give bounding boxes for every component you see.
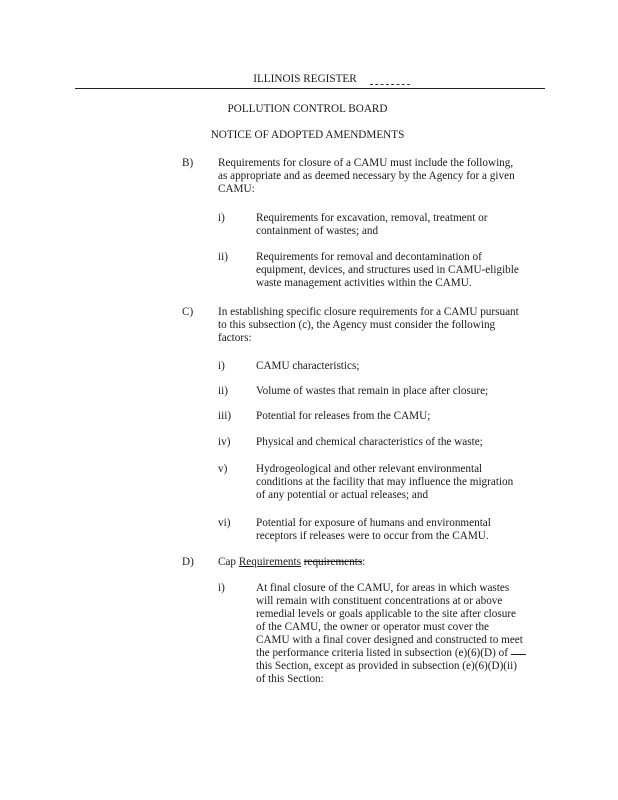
c-item-v-line: Hydrogeological and other relevant environmental xyxy=(256,463,483,475)
section-c-label: C) xyxy=(182,306,194,318)
section-c-line: to this subsection (c), the Agency must consider the following xyxy=(218,319,496,331)
c-item-i-line: CAMU characteristics; xyxy=(256,360,360,372)
d-item-i-line: of this Section: xyxy=(256,673,324,685)
c-item-ii-text xyxy=(256,385,488,398)
section-d-label: D) xyxy=(182,556,194,568)
b-item-ii-label: ii) xyxy=(218,251,228,263)
c-item-v-line: of any potential or actual releases; and xyxy=(256,489,429,501)
c-item-vi-text xyxy=(256,517,491,543)
register-title: ILLINOIS REGISTER xyxy=(253,73,357,85)
section-c-line: In establishing specific closure requirements for a CAMU pursuant xyxy=(218,306,519,318)
c-item-i-label: i) xyxy=(218,360,225,372)
section-b-label: B) xyxy=(182,157,194,169)
d-item-i-text xyxy=(256,582,523,686)
d-item-i-line: of the CAMU, the owner or operator must cover the xyxy=(256,621,490,633)
b-item-i-label: i) xyxy=(218,212,225,224)
d-item-i-line: CAMU with a final cover designed and constructed to meet xyxy=(256,634,523,646)
deleted-of-strike xyxy=(511,654,526,655)
section-d-title-deleted: requirements xyxy=(303,556,363,568)
b-item-i-text xyxy=(256,212,487,238)
c-item-iii-line: Potential for releases from the CAMU; xyxy=(256,410,431,422)
section-d-title xyxy=(218,556,365,569)
c-item-ii-label: ii) xyxy=(218,385,228,397)
section-b-line: Requirements for closure of a CAMU must include the following, xyxy=(218,157,514,169)
c-item-vi-label: vi) xyxy=(218,517,231,529)
c-item-vi-line: receptors if releases were to occur from the CAMU. xyxy=(256,530,489,542)
d-item-i-line: will remain with constituent concentrations at or above xyxy=(256,595,503,607)
d-item-i-line: remedial levels or goals applicable to the site after closure xyxy=(256,608,517,620)
b-item-ii-line: equipment, devices, and structures used in CAMU-eligible xyxy=(256,264,519,276)
d-item-i-label: i) xyxy=(218,582,225,594)
b-item-ii-line: Requirements for removal and decontamination of xyxy=(256,251,482,263)
b-item-i-line: Requirements for excavation, removal, treatment or xyxy=(256,212,488,224)
c-item-iii-text xyxy=(256,410,430,423)
section-b-line: CAMU: xyxy=(218,183,255,195)
header-rule xyxy=(75,88,545,89)
b-item-i-line: containment of wastes; and xyxy=(256,225,379,237)
c-item-iv-label: iv) xyxy=(218,436,231,448)
d-item-i-line-with-deletion xyxy=(256,647,523,660)
section-c-line: factors: xyxy=(218,332,252,344)
b-item-ii-line: waste management activities within the CAMU. xyxy=(256,277,472,289)
c-item-ii-line: Volume of wastes that remain in place after closure; xyxy=(256,385,489,397)
board-title: POLLUTION CONTROL BOARD xyxy=(227,103,388,115)
c-item-iv-text xyxy=(256,436,483,449)
section-d-title-inserted: Requirements xyxy=(238,556,301,568)
d-item-i-line: this Section, except as provided in subsection (e)(6)(D)(ii) xyxy=(256,660,517,672)
c-item-iii-label: iii) xyxy=(218,410,232,422)
d-item-i-line: At final closure of the CAMU, for areas in which wastes xyxy=(256,582,510,594)
c-item-iv-line: Physical and chemical characteristics of the waste; xyxy=(256,436,483,448)
c-item-vi-line: Potential for exposure of humans and environmental xyxy=(256,517,491,529)
section-d-title-suffix: : xyxy=(362,556,366,568)
d-item-i-line-text: the performance criteria listed in subsection (e)(6)(D) of xyxy=(256,647,508,659)
section-c-text xyxy=(218,306,519,345)
c-item-v-line: conditions at the facility that may influence the migration xyxy=(256,476,514,488)
c-item-i-text xyxy=(256,360,359,373)
section-b-text xyxy=(218,157,515,196)
c-item-v-text xyxy=(256,463,513,502)
section-b-line: as appropriate and as deemed necessary by the Agency for a given xyxy=(218,170,515,182)
register-blank-line xyxy=(370,84,410,86)
c-item-v-label: v) xyxy=(218,463,228,475)
notice-title: NOTICE OF ADOPTED AMENDMENTS xyxy=(210,129,405,141)
section-d-title-prefix: Cap xyxy=(218,556,239,568)
b-item-ii-text xyxy=(256,251,519,290)
